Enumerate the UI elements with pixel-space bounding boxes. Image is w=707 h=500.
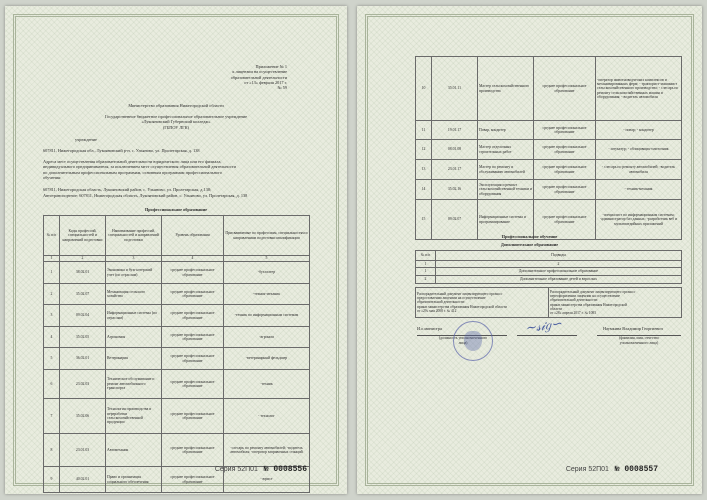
- row-name: Техническое обслуживание и ремонт автомобильного транспорта: [106, 370, 162, 399]
- decree-table: [415, 287, 682, 318]
- row-qualification: -оператор животноводческих комплексов и механизированных ферм; - тракторист-машинист сельскохозяйственного производства; - слесарь по ремонту сельскохозяйственных машин и оборудования; - водитель автомобиля: [596, 57, 682, 121]
- row-code: 09.02.07: [432, 200, 478, 240]
- header-line: к лицензии на осуществление: [232, 69, 287, 75]
- decree-line: от «29» мая 2008 г. № 412: [417, 308, 457, 313]
- row-number: 15: [416, 200, 432, 240]
- col-header: Подвиды: [436, 251, 682, 261]
- license-page-left: [5, 6, 347, 494]
- caption-line: лица): [458, 340, 468, 345]
- row-code: 35.02.07: [60, 284, 106, 305]
- table-row: [416, 121, 682, 140]
- row-code: 23.01.17: [432, 160, 478, 180]
- table-row: [44, 284, 310, 305]
- col-header: Присваиваемые по профессиям, специальностям и направлениям подготовки квалификации: [224, 216, 310, 256]
- org-line: «Лукояновский Губернский колледж»: [141, 119, 211, 125]
- serial-label: Серия: [565, 466, 587, 473]
- decree-line: приказ министерства образования Нижегородской: [550, 302, 627, 307]
- col-number: 3: [106, 256, 162, 262]
- row-name: Экономика и бухгалтерский учет (по отраслям): [106, 262, 162, 284]
- serial-series: 52П01: [588, 466, 609, 473]
- decree-grant: [416, 288, 549, 318]
- org-line: Государственное бюджетное профессиональное образовательное учреждение: [104, 114, 248, 119]
- col-number: 4: [162, 256, 224, 262]
- decree-line: образовательной деятельности:: [550, 298, 599, 303]
- row-qualification: -слесарь по ремонту автомобилей; -водитель автомобиля; -оператор заправочных станций: [224, 434, 310, 467]
- programs-table: [43, 215, 310, 493]
- row-name: Механизация сельского хозяйства: [106, 284, 162, 305]
- serial-series: 52П01: [237, 466, 258, 473]
- signer-role: И.о.министра: [417, 326, 442, 331]
- row-name: Автомеханик: [106, 434, 162, 467]
- table-row: [416, 268, 682, 276]
- row-level: среднее профессиональное образование: [162, 284, 224, 305]
- row-name: Повар, кондитер: [478, 121, 534, 140]
- org-line: (ГБПОУ ЛГК): [162, 124, 190, 130]
- row-qualification: - повар; - кондитер: [596, 121, 682, 140]
- decree-row: [416, 288, 682, 318]
- table-row: [416, 160, 682, 180]
- license-page-right: [357, 6, 702, 494]
- row-qualification: -техник-механик: [224, 284, 310, 305]
- decree-line: приказ министерства образования Нижегородской области: [417, 304, 507, 309]
- table-row: [416, 276, 682, 284]
- row-qualification: -бухгалтер: [224, 262, 310, 284]
- col-number: 2: [60, 256, 106, 262]
- row-code: 19.01.17: [432, 121, 478, 140]
- row-qualification: - технолог: [224, 399, 310, 434]
- row-name: Дополнительное профессиональное образование: [436, 268, 682, 276]
- col-header: Уровень образования: [162, 216, 224, 256]
- row-qualification: - штукатур; - облицовщик-плиточник: [596, 140, 682, 160]
- row-name: Эксплуатация и ремонт сельскохозяйственной техники и оборудования: [478, 180, 534, 200]
- table-header-row: [416, 251, 682, 261]
- header-line: Приложение № 1: [255, 64, 287, 69]
- appendix-header: [231, 64, 287, 91]
- col-header: Наименование профессий, специальностей и направлений подготовки: [106, 216, 162, 256]
- decree-line: переоформлении лицензии на осуществление: [550, 294, 620, 299]
- row-number: 12: [416, 140, 432, 160]
- col-header: Коды профессий, специальностей и направлений подготовки: [60, 216, 106, 256]
- row-qualification: -специалист по информационным системам; -администратор баз данных; -разработчик веб и мультимедийных приложений: [596, 200, 682, 240]
- row-code: 35.02.06: [60, 399, 106, 434]
- col-number: 5: [224, 256, 310, 262]
- row-level: среднее профессиональное образование: [162, 370, 224, 399]
- row-name: Ветеринария: [106, 348, 162, 370]
- row-level: среднее профессиональное образование: [534, 200, 596, 240]
- table-row: [44, 370, 310, 399]
- table-row: [44, 262, 310, 284]
- row-name: Мастер отделочных строительных работ: [478, 140, 534, 160]
- row-qualification: -агроном: [224, 327, 310, 348]
- decree-reissue: [549, 288, 682, 318]
- row-number: 6: [44, 370, 60, 399]
- row-name: Агрономия: [106, 327, 162, 348]
- row-number: 9: [44, 467, 60, 493]
- col-number: 2: [436, 261, 682, 268]
- col-number-row: [416, 261, 682, 268]
- signer-name: Наумкина Владимир Георгиевич: [603, 326, 663, 331]
- row-number: 11: [416, 121, 432, 140]
- row-number: 2: [416, 276, 436, 284]
- additional-education-table: [415, 250, 682, 284]
- handwritten-signature: ∼𝓈𝒾𝑔∽: [524, 315, 563, 336]
- row-qualification: -техник по информационным системам: [224, 305, 310, 327]
- subsection-title: Профессиональное обучение: [501, 234, 558, 239]
- table-row: [44, 399, 310, 434]
- row-name: Информационные системы (по отраслям): [106, 305, 162, 327]
- row-level: среднее профессиональное образование: [534, 160, 596, 180]
- activity-line: индивидуального предпринимателя, за исключением мест осуществления образовательной деятельности: [43, 164, 236, 170]
- row-name: Технология производства и переработки сельскохозяйственной продукции: [106, 399, 162, 434]
- row-number: 10: [416, 57, 432, 121]
- row-code: 35.01.11: [432, 57, 478, 121]
- caption-line: уполномоченного лица): [619, 340, 659, 345]
- col-header: № п/п: [44, 216, 60, 256]
- row-number: 1: [44, 262, 60, 284]
- table-title: Профессиональное образование: [144, 207, 208, 212]
- serial-number-value: № 0008556: [263, 465, 307, 474]
- row-level: среднее профессиональное образование: [534, 57, 596, 121]
- row-code: 08.01.08: [432, 140, 478, 160]
- row-level: среднее профессиональное образование: [162, 399, 224, 434]
- row-number: 3: [44, 305, 60, 327]
- table-row: [44, 305, 310, 327]
- row-name: Информационные системы и программирование: [478, 200, 534, 240]
- decree-line: предоставлении лицензии на осуществление: [417, 296, 486, 301]
- decree-line: области: [550, 306, 563, 311]
- official-seal: [453, 321, 493, 361]
- activity-line: Адреса мест осуществления образовательной деятельности юридического лица или его филиала,: [43, 159, 222, 164]
- col-header: № п/п: [416, 251, 436, 261]
- row-name: Право и организация социального обеспечения: [106, 467, 162, 493]
- row-name: Мастер сельскохозяйственного производства: [478, 57, 534, 121]
- header-line: от «13» февраля 2017 г.: [244, 80, 287, 86]
- row-code: 40.02.01: [60, 467, 106, 493]
- row-level: среднее профессиональное образование: [534, 140, 596, 160]
- header-line: № 59: [277, 85, 287, 91]
- organization-name: [25, 114, 327, 130]
- row-level: среднее профессиональное образование: [162, 262, 224, 284]
- row-qualification: - техник-механик: [596, 180, 682, 200]
- ministry-title: Министерство образования Нижегородской области: [128, 103, 224, 108]
- decree-line: образовательной деятельности:: [417, 300, 466, 305]
- serial-label: Серия: [214, 466, 236, 473]
- activity-line: обучения:: [43, 175, 62, 181]
- row-number: 1: [416, 268, 436, 276]
- row-qualification: -техник: [224, 370, 310, 399]
- col-number: 1: [416, 261, 436, 268]
- row-level: среднее профессиональное образование: [162, 327, 224, 348]
- row-level: среднее профессиональное образование: [534, 121, 596, 140]
- row-number: 14: [416, 180, 432, 200]
- table-row: [416, 140, 682, 160]
- row-number: 4: [44, 327, 60, 348]
- row-code: 23.01.03: [60, 434, 106, 467]
- row-qualification: -ветеринарный фельдшер: [224, 348, 310, 370]
- row-level: среднее профессиональное образование: [534, 180, 596, 200]
- activity-address: 607811, Нижегородская область, Лукояновский район, с. Ульяново, ул. Пролетарская, д.138;: [43, 187, 212, 192]
- row-code: 36.02.01: [60, 348, 106, 370]
- org-caption: учреждение: [75, 137, 97, 142]
- row-number: 13: [416, 160, 432, 180]
- row-name: Дополнительное образование детей и взрослых: [436, 276, 682, 284]
- activity-places-text: [43, 159, 236, 180]
- table-header-row: [44, 216, 310, 256]
- row-number: 2: [44, 284, 60, 305]
- row-code: 23.02.03: [60, 370, 106, 399]
- serial-number-value: № 0008557: [614, 465, 658, 474]
- row-number: 8: [44, 434, 60, 467]
- sign-caption-right: [595, 336, 683, 345]
- table-row: [416, 57, 682, 121]
- dop-title: Дополнительное образование: [500, 242, 559, 247]
- row-level: среднее профессиональное образование: [162, 305, 224, 327]
- programs-table-continued: [415, 56, 682, 240]
- row-level: среднее профессиональное образование: [162, 434, 224, 467]
- caption-line: (должность уполномоченного: [438, 336, 488, 340]
- table-row: [44, 327, 310, 348]
- row-level: среднее профессиональное образование: [162, 467, 224, 493]
- serial-number: [215, 465, 307, 474]
- serial-number: [566, 465, 658, 474]
- table-row: [44, 434, 310, 467]
- row-code: 35.02.05: [60, 327, 106, 348]
- legal-address: 607811, Нижегородская обл., Лукояновский р-н, с. Ульяново, ул. Пролетарская, д. 138: [43, 148, 200, 153]
- activity-address-transport: Автотранспортное: 607811, Нижегородская область, Лукояновский район, с. Ульяново, ул. Пролетарская, д. 138: [43, 193, 248, 198]
- decree-line: от «28» апреля 2017 г. № 1083: [550, 310, 596, 315]
- caption-line: (фамилия, имя, отчество: [619, 336, 659, 340]
- decree-line: Распорядительный документ лицензирующего органа о: [417, 292, 503, 297]
- table-row: [416, 180, 682, 200]
- row-qualification: - юрист: [224, 467, 310, 493]
- row-code: 09.02.04: [60, 305, 106, 327]
- row-code: 38.02.01: [60, 262, 106, 284]
- table-row: [44, 348, 310, 370]
- row-level: среднее профессиональное образование: [162, 348, 224, 370]
- decree-line: Распорядительный документ лицензирующего органа о: [550, 290, 636, 295]
- row-number: 7: [44, 399, 60, 434]
- row-code: 35.02.16: [432, 180, 478, 200]
- row-qualification: - слесарь по ремонту автомобилей; -водитель автомобиля: [596, 160, 682, 180]
- header-line: образовательной деятельности: [230, 74, 287, 80]
- row-number: 5: [44, 348, 60, 370]
- col-number: 1: [44, 256, 60, 262]
- row-name: Мастер по ремонту и обслуживанию автомобилей: [478, 160, 534, 180]
- activity-line: по дополнительным профессиональным программам, основным программам профессионального: [43, 169, 222, 175]
